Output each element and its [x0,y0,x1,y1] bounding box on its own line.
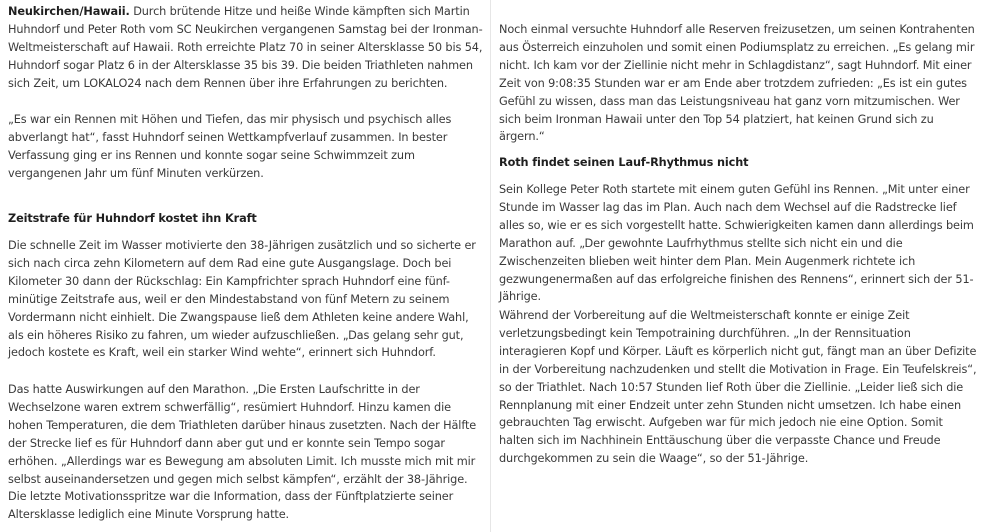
intro-text: Durch brütende Hitze und heiße Winde kämpften sich Martin Huhndorf und Peter Roth vom SC Neukirchen vergangenen Samstag bei der Ironman-Weltmeisterschaft auf Hawaii. Roth erreichte Platz 70 in seiner Altersklasse 50 bis 54, Huhndorf sogar Platz 6 in der Altersklasse 35 bis 39. Die beiden Triathleten nahmen sich Zeit, um LOKALO24 nach dem Rennen über ihre Erfahrungen zu berichten. [8,5,483,90]
column-divider [490,0,491,532]
paragraph-final-push: Noch einmal versuchte Huhndorf alle Reserven freizusetzen, um seinen Kontrahenten aus Österreich einzuholen und somit einen Podiumsplatz zu erreichen. „Es gelang mir nicht. Ich kam vor der Ziellinie nicht mehr in Schlagdistanz“, sagt Huhndorf. Mit einer Zeit von 9:08:35 Stunden war er am Ende aber trotzdem zufrieden: „Es ist ein gutes Gefühl zu wissen, dass man das Leistungsniveau hat ganz vorn mitzumischen. Wer sich beim Ironman Hawaii unter den Top 54 platziert, hat keinen Grund sich zu ärgern.“ [499,23,975,144]
paragraph-roth-race: Sein Kollege Peter Roth startete mit einem guten Gefühl ins Rennen. „Mit unter einer Stunde im Wasser lag das im Plan. Auch nach dem Wechsel auf die Radstrecke lief alles so, wie er es sich vorgestellt hatte. Schwierigkeiten kamen dann allerdings beim Marathon auf. „Der gewohnte Laufrhythmus stellte sich nicht ein und die Zwischenzeiten blieben weit hinter dem Plan. Mein Augenmerk richtete ich gezwungenermaßen auf das erfolgreiche finishen des Rennens“, erinnert sich der 51-Jährige. [499,183,974,304]
paragraph-time-penalty: Die schnelle Zeit im Wasser motivierte den 38-Jährigen zusätzlich und so sicherte er sich nach circa zehn Kilometern auf dem Rad eine gute Ausgangslage. Doch bei Kilometer 30 dann der Rückschlag: Ein Kampfrichter sprach Huhndorf eine fünf-minütige Zeitstrafe aus, weil er den Mindestabstand von fünf Metern zu seinem Vordermann nicht einhielt. Die Zwangspause ließ dem Athleten keine andere Wahl, als ein höheres Risiko zu fahren, um wieder aufzuschließen. „Das gelang sehr gut, jedoch kostete es Kraft, weil ein starker Wind wehte“, erinnert sich Huhndorf. [8,239,476,360]
location-dateline: Neukirchen/Hawaii. [8,5,130,18]
paragraph-marathon: Das hatte Auswirkungen auf den Marathon. „Die Ersten Laufschritte in der Wechselzone waren extrem schwerfällig“, resümiert Huhndorf. Hinzu kamen die hohen Temperaturen, die dem Triathleten darüber hinaus zusetzten. Nach der Hälfte der Strecke lief es für Huhndorf dann aber gut und er konnte sein Tempo sogar erhöhen. „Allerdings war es Bewegung am absoluten Limit. Ich musste mich mit mir selbst auseinandersetzen und gegen mich selbst kämpfen“, erzählt der 38-Jährige. Die letzte Motivationsspritze war die Information, dass der Fünftplatzierte seiner Altersklasse lediglich eine Minute Vorsprung hatte. [8,383,477,522]
intro-paragraph [8,3,486,93]
paragraph-roth-preparation: Während der Vorbereitung auf die Weltmeisterschaft konnte er einige Zeit verletzungsbedingt kein Tempotraining durchführen. „In der Rennsituation interagieren Kopf und Körper. Läuft es körperlich nicht gut, fängt man an über Defizite in der Vorbereitung nachzudenken und stellt die Motivation in Frage. Ein Teufelskreis“, so der Triathlet. Nach 10:57 Stunden lief Roth über die Ziellinie. „Leider ließ sich die Rennplanung mit einer Endzeit unter zehn Stunden nicht umsetzen. Ich habe einen gebrauchten Tag erwischt. Aufgeben war für mich jedoch nie eine Option. Somit halten sich im Nachhinein Enttäuschung über die verpasste Chance und Freude durchgekommen zu sein die Waage“, so der 51-Jährige. [499,309,977,466]
paragraph-race-summary: „Es war ein Rennen mit Höhen und Tiefen, das mir physisch und psychisch alles abverlangt hat“, fasst Huhndorf seinen Wettkampfverlauf zusammen. In bester Verfassung ging er ins Rennen und konnte sogar seine Schwimmzeit zum vergangenen Jahr um fünf Minuten verkürzen. [8,113,452,180]
heading-time-penalty: Zeitstrafe für Huhndorf kostet ihn Kraft [8,212,257,225]
heading-roth-rhythm: Roth findet seinen Lauf-Rhythmus nicht [499,156,749,169]
